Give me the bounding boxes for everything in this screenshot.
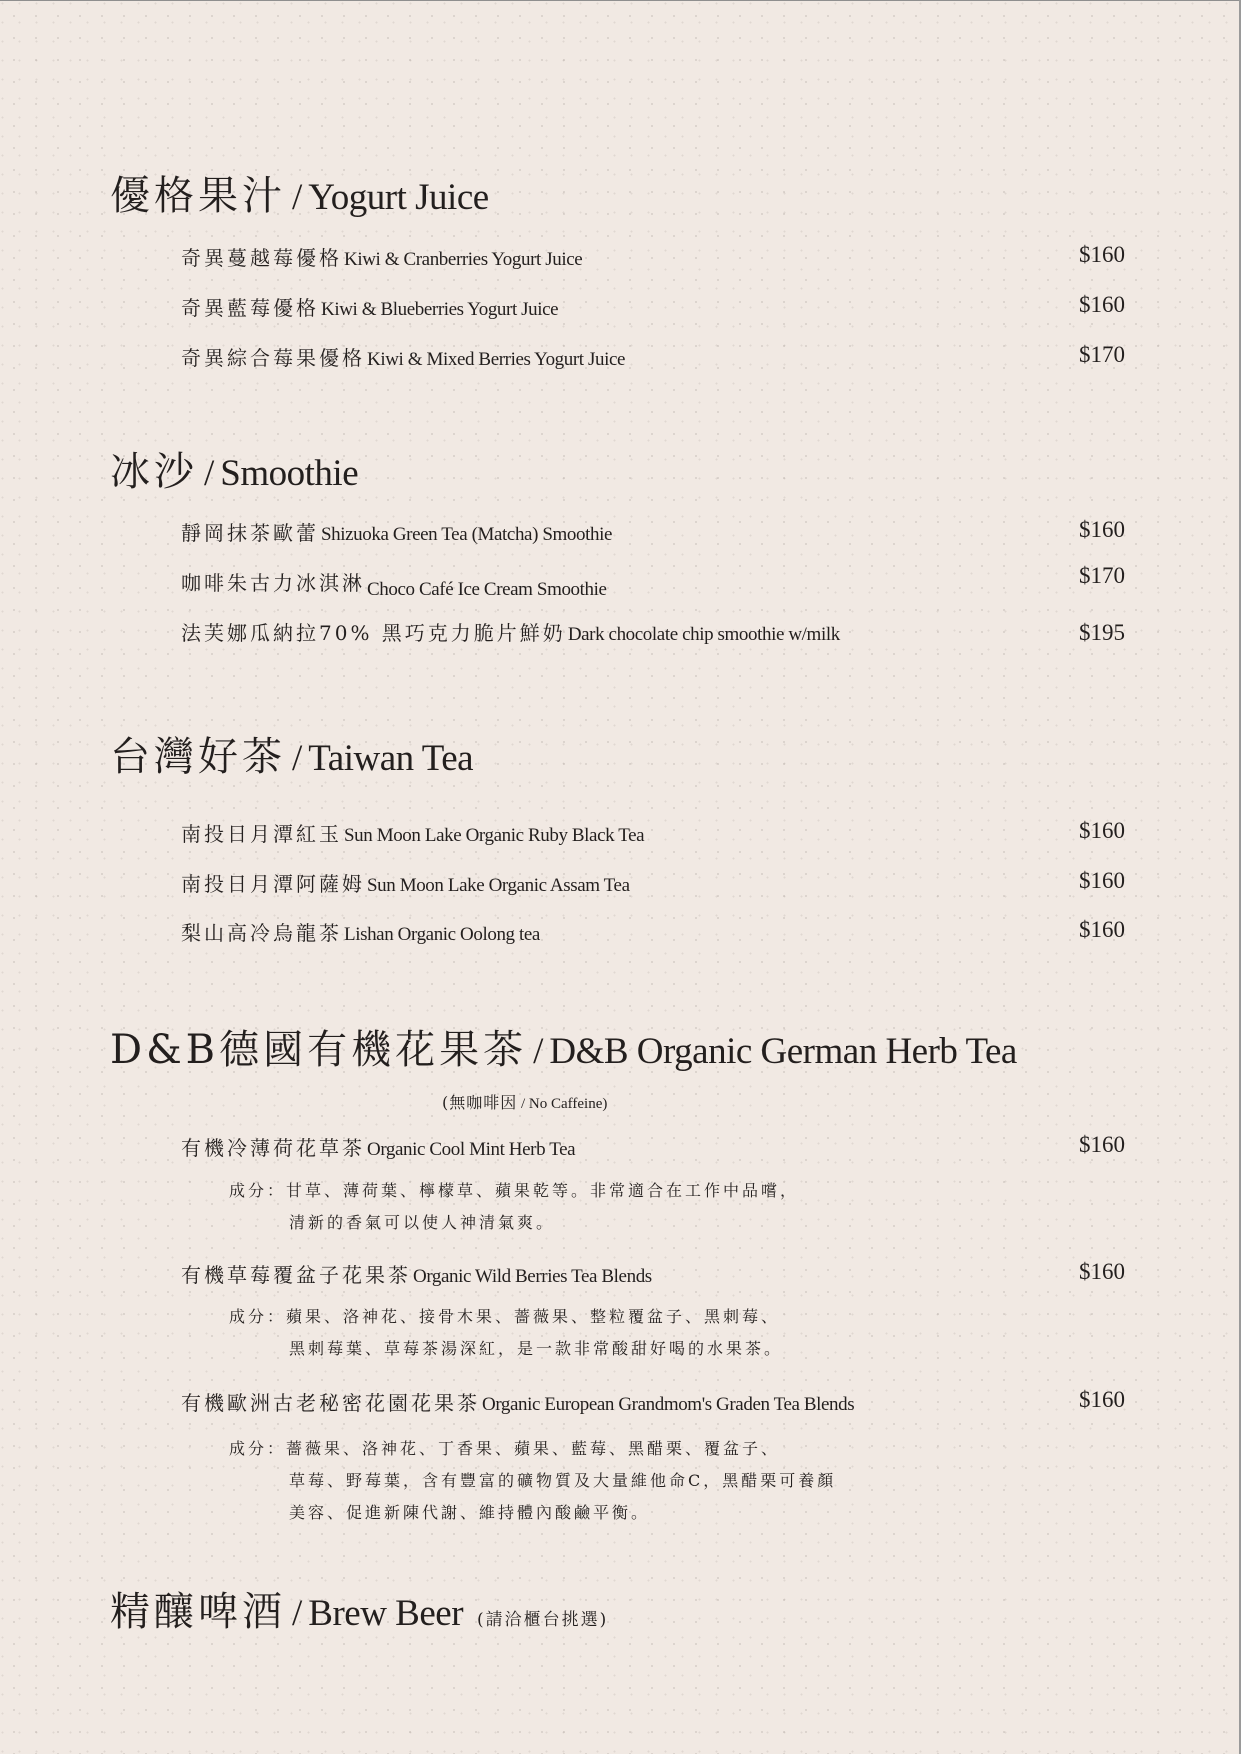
item-description	[229, 1301, 783, 1365]
item-price: $160	[1079, 517, 1125, 542]
page-border-top	[0, 0, 1241, 1]
section-title-herb-tea	[110, 1027, 1017, 1073]
item-name-zh: 有機歐洲古老秘密花園花果茶	[181, 1391, 480, 1415]
section-title-en: D&B Organic German Herb Tea	[549, 1031, 1017, 1072]
section-title-zh: D&B德國有機花果茶	[110, 1027, 528, 1073]
title-separator: /	[292, 177, 303, 218]
section-title-brew-beer	[110, 1589, 609, 1635]
section-title-en: Taiwan Tea	[308, 738, 474, 779]
item-description	[229, 1433, 836, 1529]
item-name-en: Organic European Grandmom's Graden Tea Blends	[482, 1394, 855, 1415]
item-name-zh: 咖啡朱古力冰淇淋	[181, 571, 365, 595]
item-price: $160	[1079, 1259, 1125, 1284]
item-price: $160	[1079, 242, 1125, 267]
menu-item	[181, 563, 1125, 600]
item-price: $160	[1079, 292, 1125, 317]
item-price: $160	[1079, 917, 1125, 942]
item-name-en: Organic Wild Berries Tea Blends	[413, 1266, 652, 1287]
section-title-taiwan-tea	[110, 734, 474, 780]
menu-item	[181, 1132, 1125, 1162]
item-name-en: Shizuoka Green Tea (Matcha) Smoothie	[321, 524, 612, 545]
menu-item	[181, 818, 1125, 848]
item-name-en: Choco Café Ice Cream Smoothie	[367, 579, 607, 600]
description-line: 黑刺莓葉、草莓茶湯深紅，是一款非常酸甜好喝的水果茶。	[289, 1339, 784, 1358]
menu-item	[181, 868, 1125, 898]
item-name-zh: 南投日月潭阿薩姆	[181, 872, 365, 896]
no-caffeine-note	[442, 1090, 607, 1113]
item-name-zh: 奇異蔓越莓優格	[181, 246, 342, 270]
title-separator: /	[292, 1593, 303, 1634]
item-price: $160	[1079, 818, 1125, 843]
description-line: 草莓、野莓葉，含有豐富的礦物質及大量維他命C，黑醋栗可養顏	[289, 1471, 837, 1490]
title-separator: /	[292, 738, 303, 779]
item-name-zh: 奇異藍莓優格	[181, 296, 319, 320]
section-title-zh: 台灣好茶	[110, 734, 286, 780]
item-name-zh: 奇異綜合莓果優格	[181, 346, 365, 370]
item-name-en: Lishan Organic Oolong tea	[344, 924, 540, 945]
item-description	[229, 1175, 799, 1239]
section-title-smoothie	[110, 449, 359, 495]
item-price: $160	[1079, 1387, 1125, 1412]
section-title-zh: 冰沙	[110, 449, 198, 495]
item-name-en: Sun Moon Lake Organic Ruby Black Tea	[344, 825, 645, 846]
title-separator: /	[533, 1031, 544, 1072]
subnote-en: / No Caffeine)	[517, 1096, 608, 1112]
item-name-zh: 靜岡抹茶歐蕾	[181, 521, 319, 545]
menu-item	[181, 1387, 1125, 1417]
description-line: 成分：甘草、薄荷葉、檸檬草、蘋果乾等。非常適合在工作中品嚐，	[229, 1181, 800, 1200]
item-name-en: Kiwi & Cranberries Yogurt Juice	[344, 249, 583, 270]
item-name-en: Kiwi & Mixed Berries Yogurt Juice	[367, 349, 626, 370]
item-price: $160	[1079, 868, 1125, 893]
item-name-zh: 有機冷薄荷花草茶	[181, 1136, 365, 1160]
item-price: $160	[1079, 1132, 1125, 1157]
item-name-zh: 有機草莓覆盆子花果茶	[181, 1263, 411, 1287]
item-price: $170	[1079, 342, 1125, 367]
item-name-en: Dark chocolate chip smoothie w/milk	[567, 624, 840, 645]
item-name-en: Organic Cool Mint Herb Tea	[367, 1139, 576, 1160]
ask-counter-note: (請洽櫃台挑選)	[477, 1610, 609, 1630]
item-price: $195	[1079, 620, 1125, 645]
section-title-yogurt-juice	[110, 173, 489, 219]
menu-item	[181, 517, 1125, 547]
description-line: 成分：蘋果、洛神花、接骨木果、薔薇果、整粒覆盆子、黑刺莓、	[229, 1307, 781, 1326]
section-title-zh: 優格果汁	[110, 173, 286, 219]
item-name-zh: 梨山高冷烏龍茶	[181, 921, 342, 945]
subnote-zh: (無咖啡因	[442, 1093, 518, 1112]
title-separator: /	[204, 453, 215, 494]
item-name-zh: 法芙娜瓜納拉70% 黑巧克力脆片鮮奶	[181, 621, 566, 645]
menu-item	[181, 617, 1125, 647]
menu-item	[181, 917, 1125, 947]
item-price: $170	[1079, 563, 1125, 588]
section-title-en: Yogurt Juice	[308, 177, 489, 218]
menu-item	[181, 1259, 1125, 1289]
section-title-en: Brew Beer	[308, 1593, 464, 1634]
menu-item	[181, 292, 1125, 322]
item-name-zh: 南投日月潭紅玉	[181, 822, 342, 846]
section-title-en: Smoothie	[220, 453, 359, 494]
item-name-en: Sun Moon Lake Organic Assam Tea	[367, 875, 630, 896]
section-title-zh: 精釀啤酒	[110, 1589, 286, 1635]
description-line: 美容、促進新陳代謝、維持體內酸鹼平衡。	[289, 1503, 651, 1522]
description-line: 成分：薔薇果、洛神花、丁香果、蘋果、藍莓、黑醋栗、覆盆子、	[229, 1439, 781, 1458]
item-name-en: Kiwi & Blueberries Yogurt Juice	[321, 299, 559, 320]
description-line: 清新的香氣可以使人神清氣爽。	[289, 1213, 556, 1232]
menu-item	[181, 342, 1125, 372]
menu-item	[181, 242, 1125, 272]
